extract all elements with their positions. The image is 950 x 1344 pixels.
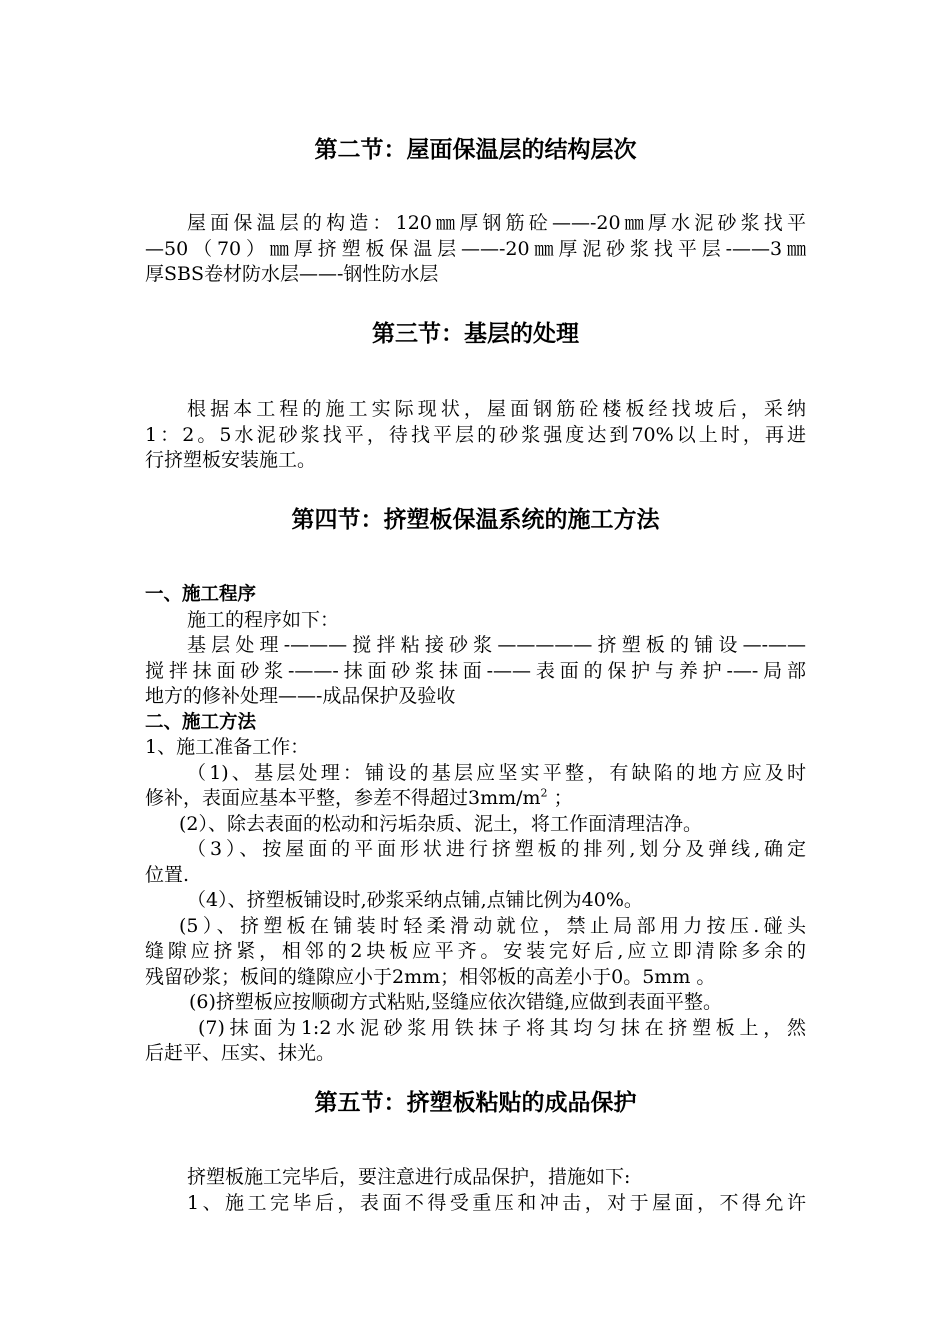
item6: (6)挤塑板应按顺砌方式粘贴,竖缝应依次错缝,应做到表面平整。 [189, 991, 722, 1013]
section4-heading: 第四节：挤塑板保温系统的施工方法 [291, 507, 660, 533]
item3-line-1: （3）、按屋面的平面形状进行挤塑板的排列,划分及弹线,确定 [187, 838, 806, 860]
item1-line-2-tail: ； [547, 787, 573, 809]
item7-line-1: (7)抹面为1:2水泥砂浆用铁抹子将其均匀抹在挤塑板上，然 [198, 1016, 806, 1039]
section3-paragraph [145, 397, 806, 474]
section3-line-2: 1：2。5水泥砂浆找平，待找平层的砂浆强度达到70%以上时，再进 [145, 423, 806, 446]
item5-line-2: 缝隙应挤紧，相邻的2块板应平齐。安装完好后,应立即清除多余的 [145, 940, 806, 962]
procedure-intro: 施工的程序如下： [187, 608, 340, 631]
section5-heading: 第五节：挤塑板粘贴的成品保护 [314, 1090, 637, 1116]
section3-heading: 第三节：基层的处理 [372, 321, 579, 347]
item1-line-2 [145, 786, 806, 812]
item2: (2）、除去表面的松动和污垢杂质、泥土，将工作面清理洁净。 [179, 812, 703, 835]
section2-line-2: —50（70）㎜厚挤塑板保温层——-20㎜厚泥砂浆找平层-——3㎜ [145, 237, 806, 260]
section2-paragraph [145, 211, 806, 288]
item1-line-1: （1)、基层处理：铺设的基层应坚实平整，有缺陷的地方应及时 [187, 761, 806, 784]
section3-line-1: 根据本工程的施工实际现状，屋面钢筋砼楼板经找坡后，采纳 [187, 398, 806, 420]
section3-line-3: 行挤塑板安装施工。 [145, 449, 317, 471]
section5-body [145, 1165, 806, 1216]
section5-intro: 挤塑板施工完毕后，要注意进行成品保护，措施如下: [187, 1166, 631, 1188]
procedure-line-3: 地方的修补处理——-成品保护及验收 [145, 685, 456, 707]
section2-line-3: 厚SBS卷材防水层——-钢性防水层 [145, 263, 439, 285]
item5-line-3: 残留砂浆；板间的缝隙应小于2mm；相邻板的高差小于0。5mm 。 [145, 965, 716, 988]
procedure-line-1: 基层处理-———搅拌粘接砂浆—————挤塑板的铺设—-—— [187, 634, 806, 656]
subheading-method: 二、施工方法 [145, 711, 257, 733]
section5-item1: 1、施工完毕后，表面不得受重压和冲击，对于屋面，不得允许 [187, 1191, 806, 1214]
item5-line-1: (5）、挤塑板在铺装时轻柔滑动就位，禁止局部用力按压.碰头 [179, 914, 806, 937]
subheading-procedure: 一、施工程序 [145, 584, 257, 605]
section2-line-1: 屋面保温层的构造：120㎜厚钢筋砼——-20㎜厚水泥砂浆找平 [187, 212, 806, 234]
item1-superscript: 2 [540, 786, 548, 800]
section2-heading: 第二节：屋面保温层的结构层次 [314, 137, 637, 163]
section4-body [145, 582, 806, 1067]
item7-line-2: 后赶平、压实、抹光。 [145, 1042, 336, 1064]
procedure-line-2: 搅拌抹面砂浆-——-抹面砂浆抹面-——表面的保护与养护-—-局部 [145, 659, 806, 682]
prep-title: 1、施工准备工作： [145, 736, 310, 758]
item1-line-2-text: 修补，表面应基本平整，参差不得超过3mm/m [145, 787, 541, 809]
item3-line-2: 位置. [145, 863, 190, 886]
item4: （4）、挤塑板铺设时,砂浆采纳点铺,点铺比例为40%。 [187, 889, 643, 911]
